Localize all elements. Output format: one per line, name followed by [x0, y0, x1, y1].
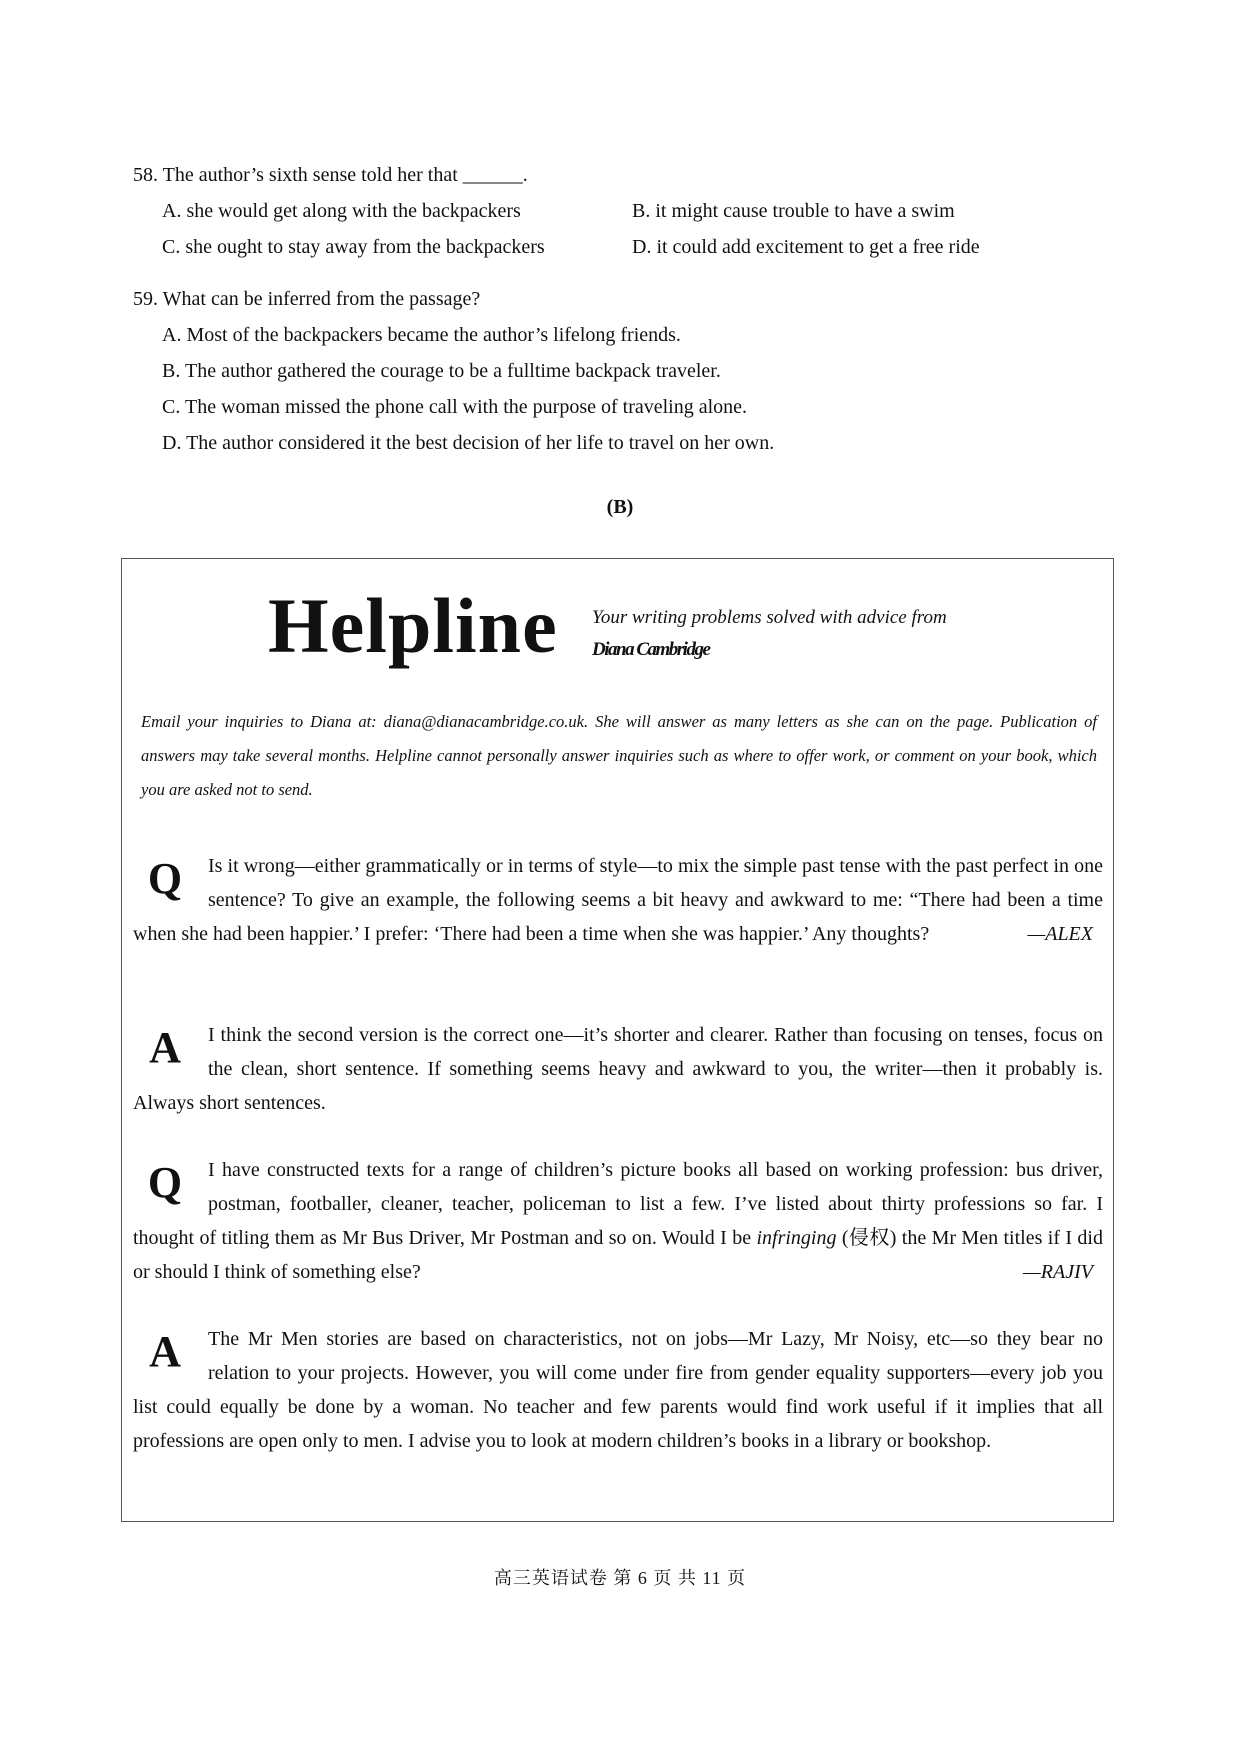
- option-d: D. it could add excitement to get a free ride: [632, 236, 980, 258]
- option-b: B. it might cause trouble to have a swim: [632, 200, 955, 222]
- option-b: B. The author gathered the courage to be a fulltime backpack traveler.: [162, 360, 721, 382]
- helpline-signature: Diana Cambridge: [592, 639, 710, 660]
- question-text: Is it wrong—either grammatically or in terms of style—to mix the simple past tense with the past perfect in one sentence? To give an example, the following seems a bit heavy and awkward to me: “There had been a time when she had been happier.’ I prefer: ‘There had been a time when she was happier.’ Any thoughts?: [133, 855, 1103, 945]
- a-dropcap: A: [149, 1327, 181, 1376]
- question-text-end: (侵权) the Mr Men titles if I did or should I think of something else?: [133, 1227, 1103, 1283]
- question-block-2: [133, 1153, 1103, 1289]
- helpline-box: [121, 558, 1114, 1522]
- helpline-title: Helpline: [268, 582, 558, 669]
- answer-block-2: [133, 1322, 1103, 1458]
- q-dropcap: Q: [147, 1158, 183, 1207]
- option-c: C. The woman missed the phone call with the purpose of traveling alone.: [162, 396, 748, 418]
- option-d: D. The author considered it the best decision of her life to travel on her own.: [162, 432, 775, 454]
- answer-text: I think the second version is the correct one—it’s shorter and clearer. Rather than focusing on tenses, focus on the clean, short sentence. If something seems heavy and awkward to you, the writer—then it probably is. Always short sentences.: [133, 1024, 1103, 1114]
- q-dropcap: Q: [147, 854, 183, 903]
- question-59: [133, 281, 774, 461]
- question-stem: 59. What can be inferred from the passage?: [133, 288, 481, 310]
- italic-term: infringing: [756, 1227, 837, 1249]
- question-58: [133, 157, 1052, 265]
- option-a: A. Most of the backpackers became the author’s lifelong friends.: [162, 324, 681, 346]
- helpline-intro: Email your inquiries to Diana at: diana@dianacambridge.co.uk. She will answer as many letters as she can on the page. Publication of answers may take several months. Helpline cannot personally answer inquiries such as where to offer work, or comment on your book, which you are asked not to send.: [141, 712, 1097, 799]
- question-block-1: [133, 849, 1103, 951]
- option-a: A. she would get along with the backpackers: [162, 200, 521, 222]
- option-c: C. she ought to stay away from the backpackers: [162, 236, 545, 258]
- page-footer: 高三英语试卷 第 6 页 共 11 页: [493, 1568, 747, 1588]
- answer-options: [133, 193, 1052, 265]
- question-text: I have constructed texts for a range of children’s picture books all based on working profession: bus driver, postman, footballer, cleaner, teacher, policeman to list a few. I’ve listed about thirty professions so far. I thought of titling them as Mr Bus Driver, Mr Postman and so on. Would I be: [133, 1159, 1103, 1249]
- answer-text: The Mr Men stories are based on characteristics, not on jobs—Mr Lazy, Mr Noisy, etc—so they bear no relation to your projects. However, you will come under fire from gender equality supporters—every job you list could equally be done by a woman. No teacher and few parents would find work useful if it implies that all professions are open only to men. I advise you to look at modern children’s books in a library or bookshop.: [133, 1328, 1103, 1452]
- question-author: —ALEX: [1027, 923, 1093, 945]
- a-dropcap: A: [149, 1023, 181, 1072]
- section-label: (B): [606, 496, 634, 518]
- helpline-subtitle: Your writing problems solved with advice from: [592, 607, 947, 628]
- question-stem: 58. The author’s sixth sense told her that ______.: [133, 164, 528, 186]
- answer-block-1: [133, 1018, 1103, 1120]
- question-author: —RAJIV: [1023, 1261, 1093, 1283]
